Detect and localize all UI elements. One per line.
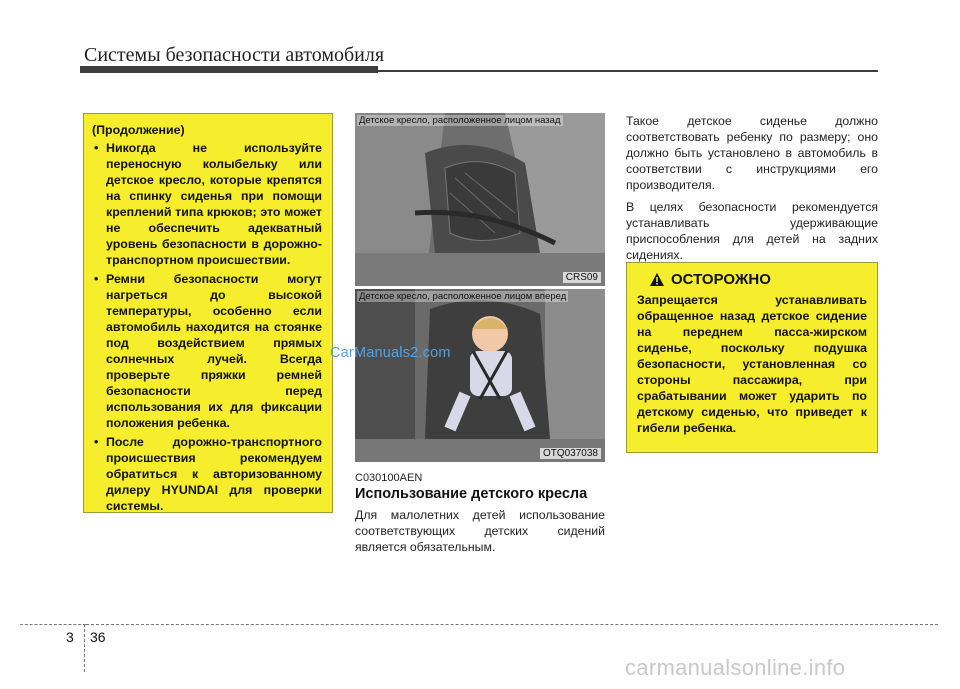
photo-code: CRS09 (563, 272, 601, 283)
forward-facing-seat-illustration (355, 289, 605, 462)
paragraph: Такое детское сиденье должно соответствовать ребенку по размеру; оно должно быть установлено в автомобиль в соответствии с инструкциями его производителя. (626, 114, 878, 192)
caution-item: • Никогда не используйте переносную колыбельку или детское кресло, которые крепятся на спинку сиденья при помощи креплений типа крюков; это может не обеспечить адекватный уровень безопасности в дорожно-транспортном происшествии. (92, 140, 322, 268)
section-code: C030100AEN (355, 472, 423, 484)
photo-caption: Детское кресло, расположенное лицом вперед (359, 291, 567, 302)
paragraph: В целях безопасности рекомендуется устанавливать удерживающие приспособления для детей на задних сидениях. (626, 200, 878, 262)
page-header-title: Системы безопасности автомобиля (84, 44, 385, 66)
caution-item: • Ремни безопасности могут нагреться до высокой температуры, особенно если автомобиль находится на стоянке под воздействием прямых солнечных лучей. Всегда проверьте пряжки ремней безопасности перед использования их для фиксации положения ребенка. (92, 271, 322, 431)
warning-title: ОСТОРОЖНО (671, 271, 771, 288)
warning-triangle-icon (649, 272, 665, 287)
section-title: Использование детского кресла (355, 486, 588, 502)
continued-label: (Продолжение) (92, 123, 185, 137)
warning-text: Запрещается устанавливать обращенное назад детское сидение на переднем пасса-жирском сиденье, поскольку подушка безопасности, установленная со стороны пассажира, при срабатывании может ударить по детскому сиденью, что приведет к гибели ребенка. (637, 293, 867, 435)
watermark: CarManuals2.com (330, 345, 451, 361)
section-body: Для малолетних детей использование соответствующих детских сидений является обязательным. (355, 508, 605, 554)
rear-facing-seat-illustration (355, 113, 605, 286)
forward-facing-seat-photo (355, 289, 605, 462)
caution-list (92, 140, 322, 514)
header-rule (378, 70, 878, 72)
caution-box-continued (83, 113, 333, 513)
photo-caption: Детское кресло, расположенное лицом назад (359, 115, 561, 126)
warning-header (649, 271, 867, 288)
header-bar (80, 66, 378, 73)
footer-rule-right (86, 624, 938, 625)
right-column-text (626, 113, 878, 269)
page-number: 36 (90, 629, 106, 645)
section-number: 3 (66, 629, 74, 645)
caution-item: • После дорожно-транспортного происшествия рекомендуем обратиться к авторизованному дилеру HYUNDAI для проверки системы. (92, 434, 322, 514)
warning-box (626, 262, 878, 453)
photo-code: OTQ037038 (540, 448, 601, 459)
footer-rule-left (20, 624, 86, 625)
footer-divider (84, 624, 85, 672)
rear-facing-seat-photo (355, 113, 605, 286)
watermark-bottom: carmanualsonline.info (625, 655, 846, 680)
